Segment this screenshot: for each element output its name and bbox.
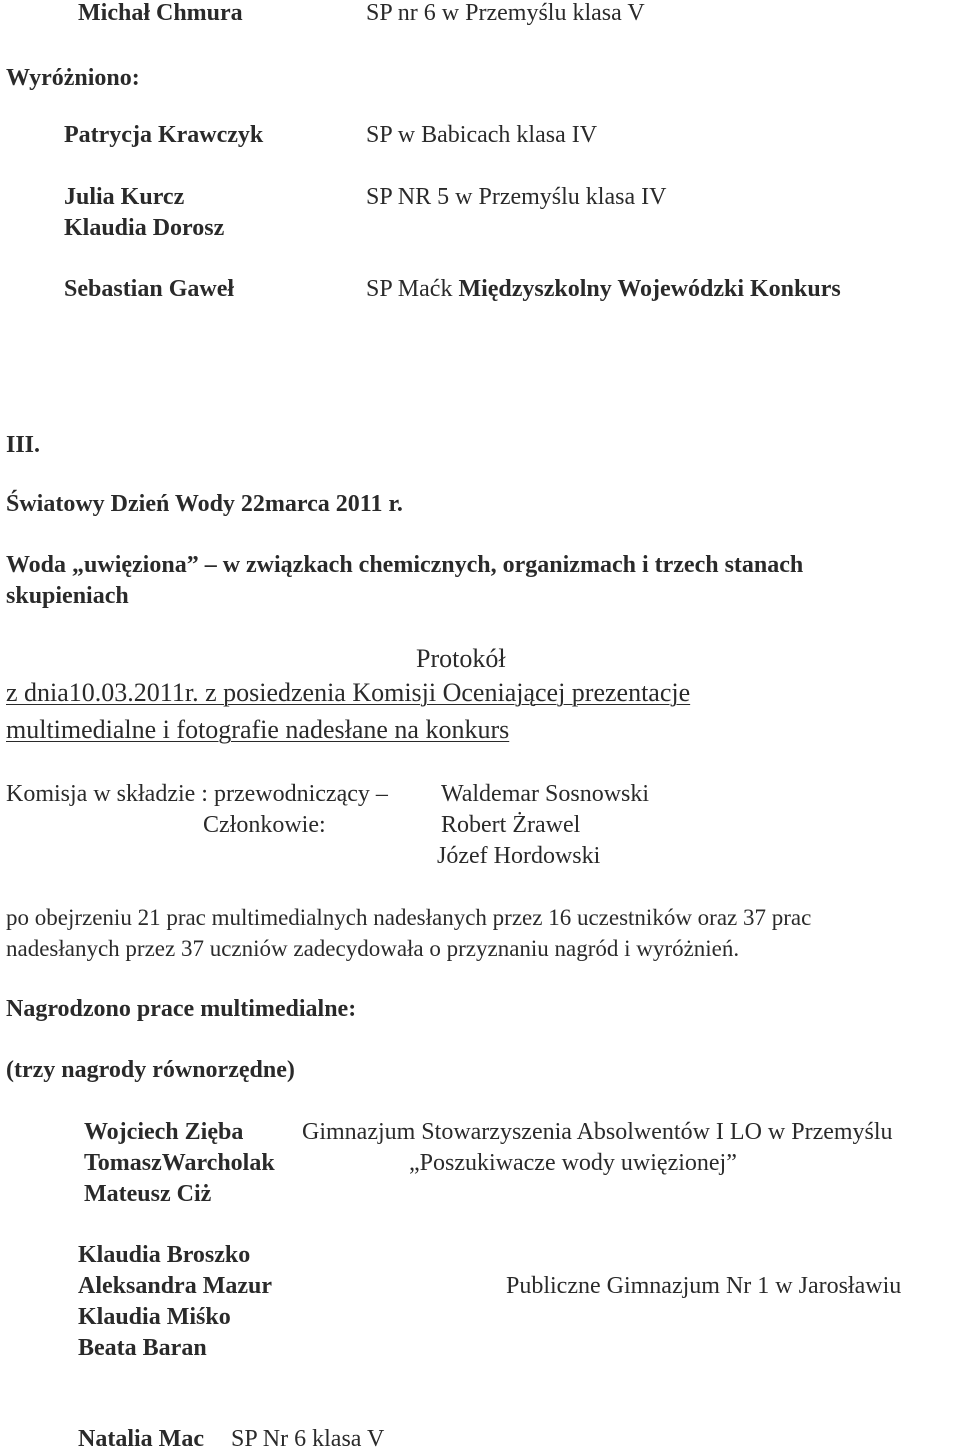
distinguished-school xyxy=(366,277,841,301)
distinguished-name: Julia Kurcz xyxy=(64,184,185,210)
award-name: Aleksandra Mazur xyxy=(78,1273,272,1299)
theme-line: Woda „uwięziona” – w związkach chemicznych, organizmach i trzech stanach xyxy=(6,552,804,578)
winner-name: Michał Chmura xyxy=(78,0,243,26)
distinguished-heading: Wyróżniono: xyxy=(6,65,140,91)
contest-name: Międzyszkolny Wojewódzki Konkurs xyxy=(458,276,841,302)
protocol-title: Protokół xyxy=(416,644,506,673)
member-name: Robert Żrawel xyxy=(441,812,581,838)
distinguished-name: Patrycja Krawczyk xyxy=(64,122,264,148)
event-title: Światowy Dzień Wody 22marca 2011 r. xyxy=(6,491,403,517)
distinguished-name: Klaudia Dorosz xyxy=(64,215,225,241)
awards-note: (trzy nagrody równorzędne) xyxy=(6,1057,295,1083)
award-school: Gimnazjum Stowarzyszenia Absolwentów I LO w Przemyślu xyxy=(302,1119,893,1145)
award-name: Natalia Mac xyxy=(78,1426,204,1452)
award-school: Publiczne Gimnazjum Nr 1 w Jarosławiu xyxy=(506,1273,902,1299)
distinguished-name: Sebastian Gaweł xyxy=(64,276,235,302)
award-name: Klaudia Miśko xyxy=(78,1304,231,1330)
awards-heading: Nagrodzono prace multimedialne: xyxy=(6,996,357,1022)
award-name: Beata Baran xyxy=(78,1335,207,1361)
member-name: Józef Hordowski xyxy=(437,843,601,869)
award-name: Klaudia Broszko xyxy=(78,1242,251,1268)
members-label: Członkowie: xyxy=(203,812,326,838)
winner-school: SP nr 6 w Przemyślu klasa V xyxy=(366,0,645,26)
summary-line: nadesłanych przez 37 uczniów zadecydowała o przyznaniu nagród i wyróżnień. xyxy=(6,936,740,961)
protocol-line: z dnia10.03.2011r. z posiedzenia Komisji Oceniającej prezentacje xyxy=(6,678,691,707)
protocol-line: multimedialne i fotografie nadesłane na konkurs xyxy=(6,715,510,744)
summary-line: po obejrzeniu 21 prac multimedialnych nadesłanych przez 16 uczestników oraz 37 prac xyxy=(6,905,812,930)
award-school: SP Nr 6 klasa V xyxy=(231,1426,385,1452)
award-title: „Poszukiwacze wody uwięzionej” xyxy=(409,1150,737,1176)
award-name: Wojciech Zięba xyxy=(84,1119,244,1145)
distinguished-school: SP NR 5 w Przemyślu klasa IV xyxy=(366,184,667,210)
commission-chair: Waldemar Sosnowski xyxy=(441,781,650,807)
school-prefix: SP Maćk xyxy=(366,276,459,302)
section-number: III. xyxy=(6,432,41,458)
award-name: TomaszWarcholak xyxy=(84,1150,275,1176)
distinguished-school: SP w Babicach klasa IV xyxy=(366,122,598,148)
award-name: Mateusz Ciż xyxy=(84,1181,212,1207)
theme-line: skupieniach xyxy=(6,583,129,609)
commission-intro: Komisja w składzie : przewodniczący – xyxy=(6,781,388,807)
